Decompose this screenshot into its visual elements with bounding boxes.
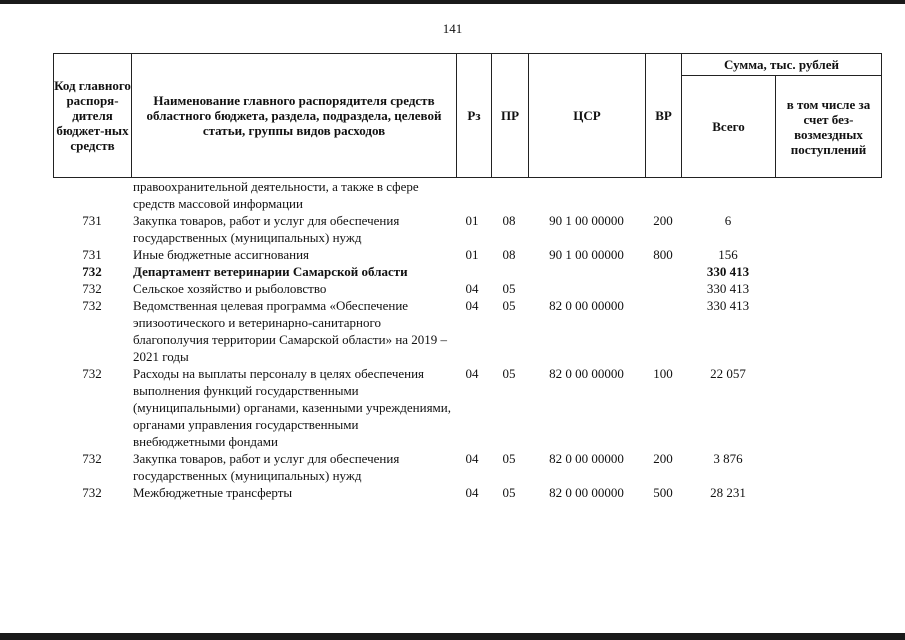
cell-rz: 01 [465,213,479,228]
cell-name: Ведомственная целевая программа «Обеспечение эпизоотического и ветеринарно-санитарного благополучия территории Самарской области» на 2019 – 2021 годы [133,298,448,364]
table-row [0,450,905,484]
cell-total: 3 876 [713,451,743,466]
cell-vr: 200 [653,213,673,228]
table-row [0,297,905,365]
cell-csr: 82 0 00 00000 [549,451,624,466]
cell-name: правоохранительной деятельности, а также в сфере средств массовой информации [133,179,419,211]
table-row [0,212,905,246]
header-sum: Сумма, тыс. рублей [682,54,882,76]
cell-csr: 82 0 00 00000 [549,366,624,381]
cell-csr: 90 1 00 00000 [549,247,624,262]
cell-pr: 05 [502,298,516,313]
table-row [0,280,905,297]
header-name: Наименование главного распорядителя средств областного бюджета, раздела, подраздела, целевой статьи, группы видов расходов [132,54,457,178]
cell-code: 732 [82,298,102,313]
cell-vr: 500 [653,485,673,500]
cell-code: 732 [82,366,102,381]
cell-pr: 05 [502,485,516,500]
cell-rz: 04 [465,298,479,313]
cell-code: 732 [82,264,102,279]
cell-pr: 08 [502,247,516,262]
cell-csr: 82 0 00 00000 [549,298,624,313]
cell-rz: 04 [465,485,479,500]
cell-total: 330 413 [706,281,750,296]
cell-name: Межбюджетные трансферты [133,485,293,500]
cell-name: Иные бюджетные ассигнования [133,247,310,262]
cell-rz: 04 [465,366,479,381]
cell-total: 6 [724,213,732,228]
cell-pr: 05 [502,366,516,381]
table-body [0,178,905,501]
scan-bottom-edge [0,633,905,640]
cell-name: Расходы на выплаты персоналу в целях обеспечения выполнения функций государственными (муниципальными) органами, казенными учреждениями, органами управления государственными внебюджетными фондами [133,366,451,449]
cell-vr: 200 [653,451,673,466]
cell-total: 22 057 [710,366,746,381]
table-row [0,484,905,501]
cell-pr: 05 [502,281,516,296]
table-row [0,365,905,450]
cell-name: Департамент ветеринарии Самарской области [133,264,408,279]
cell-code: 732 [82,281,102,296]
cell-total: 330 413 [706,264,750,279]
header-csr: ЦСР [529,54,646,178]
cell-total: 156 [718,247,738,262]
cell-pr: 08 [502,213,516,228]
cell-rz: 04 [465,451,479,466]
cell-name: Закупка товаров, работ и услуг для обеспечения государственных (муниципальных) нужд [133,451,400,483]
cell-total: 28 231 [710,485,746,500]
cell-csr: 90 1 00 00000 [549,213,624,228]
table-row [0,263,905,280]
cell-pr: 05 [502,451,516,466]
cell-code: 732 [82,485,102,500]
header-rz: Рз [457,54,492,178]
cell-code: 731 [82,213,102,228]
cell-name: Сельское хозяйство и рыболовство [133,281,327,296]
table-header [53,53,882,178]
cell-code: 732 [82,451,102,466]
header-vr: ВР [646,54,682,178]
cell-total: 330 413 [706,298,750,313]
cell-rz: 04 [465,281,479,296]
cell-code: 731 [82,247,102,262]
table-row [0,246,905,263]
header-total: Всего [682,76,776,178]
scan-top-edge [0,0,905,4]
header-free: в том числе за счет без-возмездных поступлений [776,76,882,178]
cell-vr: 800 [653,247,673,262]
cell-csr: 82 0 00 00000 [549,485,624,500]
cell-name: Закупка товаров, работ и услуг для обеспечения государственных (муниципальных) нужд [133,213,400,245]
header-code: Код главного распоря-дителя бюджет-ных средств [54,54,132,178]
table-row [0,178,905,212]
cell-vr: 100 [653,366,673,381]
cell-rz: 01 [465,247,479,262]
header-pr: ПР [492,54,529,178]
page-number: 141 [442,21,463,36]
